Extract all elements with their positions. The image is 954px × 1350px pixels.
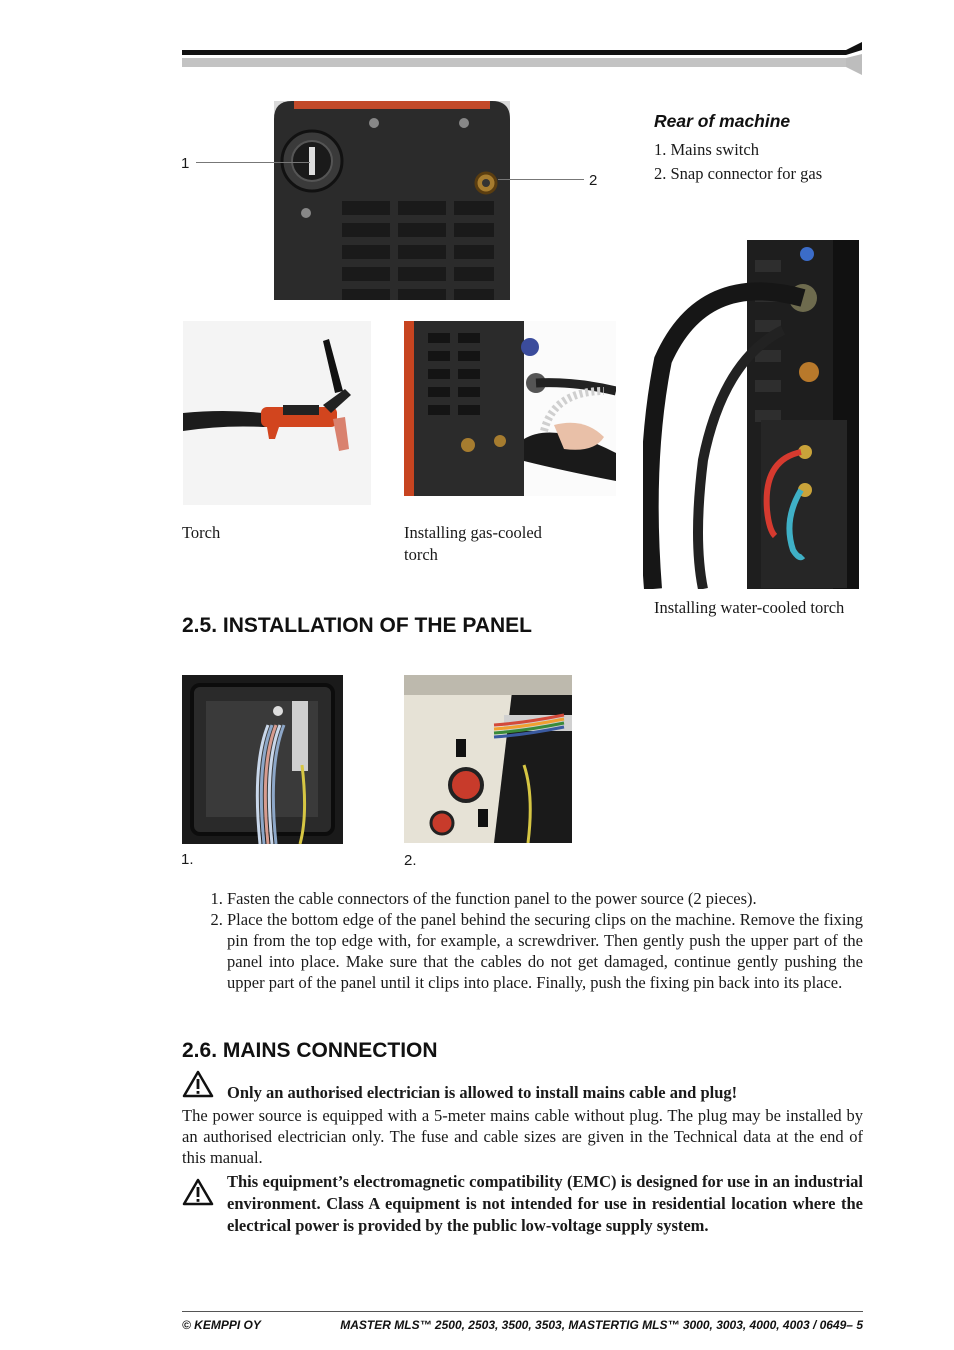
rear-item-1: 1. Mains switch — [654, 140, 759, 159]
panel-photo-1 — [182, 675, 343, 844]
panel-photo-label-2: 2. — [404, 852, 417, 869]
rear-title: Rear of machine — [654, 111, 791, 131]
rear-machine-photo — [274, 101, 510, 300]
warning-electrician: Only an authorised electrician is allowed to install mains cable and plug! — [227, 1083, 738, 1102]
rear-item-2: 2. Snap connector for gas — [654, 164, 823, 183]
gas-cooled-torch-photo — [404, 321, 616, 496]
footer-right: MASTER MLS™ 2500, 2503, 3500, 3503, MASTERTIG MLS™ 3000, 3003, 4000, 4003 / 0649– 5 — [340, 1318, 863, 1332]
panel-photo-label-1: 1. — [181, 851, 194, 868]
header-rule — [182, 50, 846, 55]
torch-photo — [183, 321, 371, 505]
section-heading-panel: 2.5. INSTALLATION OF THE PANEL — [182, 614, 533, 637]
callout-line-2 — [498, 179, 584, 180]
mains-paragraph: The power source is equipped with a 5-meter mains cable without plug. The plug may be installed by an authorised electrician only. The fuse and cable sizes are given in the Technical data at the end of this manual. — [182, 1106, 863, 1167]
panel-step-2: 2. Place the bottom edge of the panel behind the securing clips on the machine. Remove the fixing pin from the top edge with, for example, a screwdriver. Then gently push the upper part of the panel into place. Make sure that the cables do not get damaged, continue gently pushing the upper part of the panel until it clips into place. Finally, push the fixing pin back into its place. — [227, 909, 863, 993]
panel-photo-2 — [404, 675, 572, 843]
caption-torch: Torch — [182, 523, 221, 542]
footer-left: © KEMPPI OY — [182, 1318, 261, 1332]
caption-water-cooled: Installing water-cooled torch — [654, 598, 845, 617]
warning-emc: This equipment’s electromagnetic compatibility (EMC) is designed for use in an industrial environment. Class A equipment is not intended for use in residential location where the electrical power is provided by the public low-voltage supply system. — [227, 1172, 863, 1235]
warning-icon — [182, 1070, 214, 1098]
caption-gas-cooled: Installing gas-cooled torch — [404, 523, 542, 564]
callout-label-2: 2 — [589, 172, 598, 189]
panel-step-1: 1. Fasten the cable connectors of the function panel to the power source (2 pieces). — [227, 888, 863, 909]
callout-label-1: 1 — [181, 155, 190, 172]
callout-line-1 — [196, 162, 310, 163]
section-heading-mains: 2.6. MAINS CONNECTION — [182, 1039, 438, 1062]
panel-steps — [182, 888, 863, 993]
footer-rule — [182, 1311, 863, 1312]
header-corner — [838, 42, 864, 76]
water-cooled-torch-photo — [643, 240, 859, 589]
header-band — [182, 58, 846, 67]
warning-icon-emc — [182, 1178, 214, 1206]
